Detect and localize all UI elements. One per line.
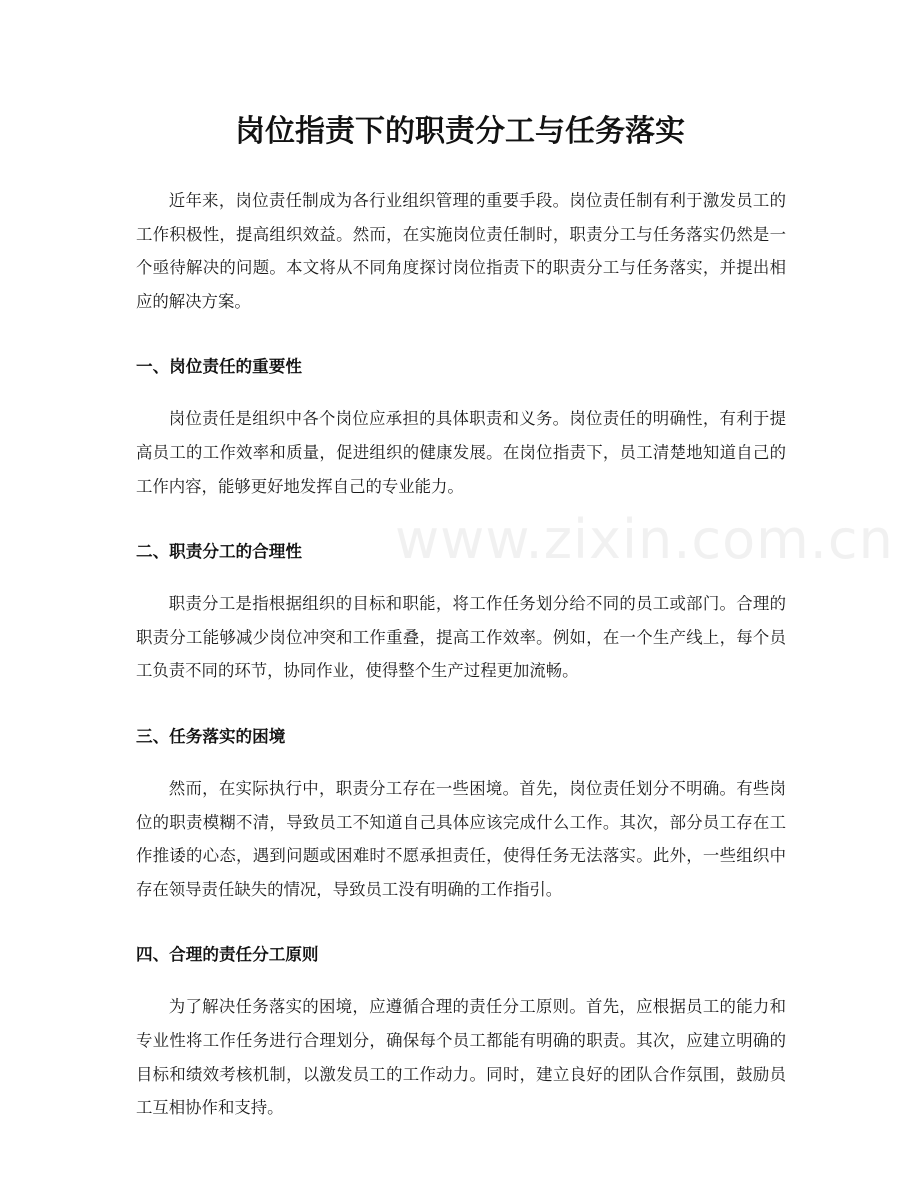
section-body-2: 职责分工是指根据组织的目标和职能，将工作任务划分给不同的员工或部门。合理的职责分工能够减少岗位冲突和工作重叠，提高工作效率。例如，在一个生产线上，每个员工负责不同的环节，协同作业，使得整个生产过程更加流畅。 bbox=[136, 594, 786, 681]
intro-paragraph: 近年来，岗位责任制成为各行业组织管理的重要手段。岗位责任制有利于激发员工的工作积极性，提高组织效益。然而，在实施岗位责任制时，职责分工与任务落实仍然是一个亟待解决的问题。本文将从不同角度探讨岗位指责下的职责分工与任务落实，并提出相应的解决方案。 bbox=[136, 191, 786, 311]
section-heading-1: 一、岗位责任的重要性 bbox=[136, 357, 302, 377]
document-title: 岗位指责下的职责分工与任务落实 bbox=[235, 114, 685, 149]
section-body-4: 为了解决任务落实的困境，应遵循合理的责任分工原则。首先，应根据员工的能力和专业性将工作任务进行合理划分，确保每个员工都能有明确的职责。其次，应建立明确的目标和绩效考核机制，以激发员工的工作动力。同时，建立良好的团队合作氛围，鼓励员工互相协作和支持。 bbox=[136, 997, 786, 1118]
section-heading-4: 四、合理的责任分工原则 bbox=[136, 945, 319, 965]
watermark: www.zixin.com.cn bbox=[395, 508, 894, 571]
section-heading-2: 二、职责分工的合理性 bbox=[136, 542, 302, 562]
section-heading-3: 三、任务落实的困境 bbox=[136, 726, 286, 746]
section-body-3: 然而，在实际执行中，职责分工存在一些困境。首先，岗位责任划分不明确。有些岗位的职责模糊不清，导致员工不知道自己具体应该完成什么工作。其次，部分员工存在工作推诿的心态，遇到问题或困难时不愿承担责任，使得任务无法落实。此外，一些组织中存在领导责任缺失的情况，导致员工没有明确的工作指引。 bbox=[136, 778, 786, 899]
document-body bbox=[136, 184, 786, 1125]
section-body-1: 岗位责任是组织中各个岗位应承担的具体职责和义务。岗位责任的明确性，有利于提高员工的工作效率和质量，促进组织的健康发展。在岗位指责下，员工清楚地知道自己的工作内容，能够更好地发挥自己的专业能力。 bbox=[136, 409, 786, 496]
